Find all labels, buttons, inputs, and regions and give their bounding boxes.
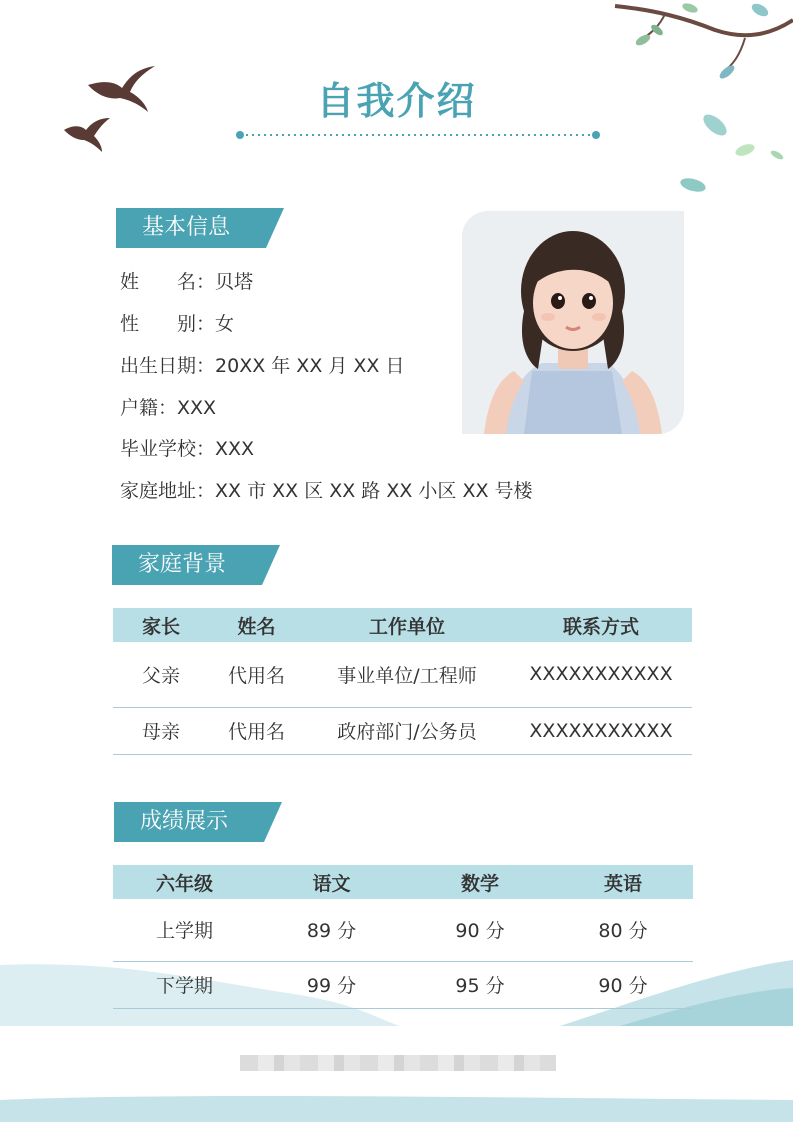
- column-header: 工作单位: [304, 608, 510, 642]
- family-table: [113, 608, 692, 755]
- grades-table: [113, 865, 693, 1009]
- table-cell: 99 分: [256, 961, 407, 1008]
- column-header: 家长: [113, 608, 209, 642]
- column-header: 联系方式: [510, 608, 692, 642]
- info-birthdate: 出生日期：20XX 年 XX 月 XX 日: [120, 355, 405, 377]
- info-name: 姓 名：贝塔: [120, 271, 254, 293]
- table-cell: 代用名: [209, 642, 304, 707]
- info-household: 户籍：XXX: [120, 397, 217, 419]
- table-cell: 父亲: [113, 642, 209, 707]
- table-cell: 95 分: [407, 961, 553, 1008]
- table-cell: 事业单位/工程师: [304, 642, 510, 707]
- table-cell: 政府部门/公务员: [304, 707, 510, 754]
- column-header: 六年级: [113, 865, 256, 899]
- table-row: [113, 707, 692, 754]
- table-cell: XXXXXXXXXXX: [510, 707, 692, 754]
- table-cell: 下学期: [113, 961, 256, 1008]
- info-school: 毕业学校：XXX: [120, 438, 255, 460]
- table-header-row: [113, 865, 693, 899]
- table-row: [113, 899, 693, 961]
- table-cell: 母亲: [113, 707, 209, 754]
- title-dotted-rule: [236, 130, 600, 140]
- table-cell: 上学期: [113, 899, 256, 961]
- table-cell: 90 分: [553, 961, 693, 1008]
- table-cell: 80 分: [553, 899, 693, 961]
- column-header: 语文: [256, 865, 407, 899]
- column-header: 姓名: [209, 608, 304, 642]
- info-gender: 性 别：女: [120, 313, 235, 335]
- blurred-footer-text: [240, 1055, 556, 1071]
- table-cell: XXXXXXXXXXX: [510, 642, 692, 707]
- column-header: 数学: [407, 865, 553, 899]
- table-cell: 89 分: [256, 899, 407, 961]
- table-cell: 90 分: [407, 899, 553, 961]
- info-address: 家庭地址：XX 市 XX 区 XX 路 XX 小区 XX 号楼: [120, 480, 533, 502]
- section-heading-basic: 基本信息: [116, 208, 284, 248]
- page-title: 自我介绍: [316, 79, 477, 123]
- section-heading-family: 家庭背景: [112, 545, 280, 585]
- child-portrait-photo: [462, 211, 684, 434]
- column-header: 英语: [553, 865, 693, 899]
- table-header-row: [113, 608, 692, 642]
- table-row: [113, 961, 693, 1008]
- table-row: [113, 642, 692, 707]
- section-heading-grades: 成绩展示: [114, 802, 282, 842]
- table-cell: 代用名: [209, 707, 304, 754]
